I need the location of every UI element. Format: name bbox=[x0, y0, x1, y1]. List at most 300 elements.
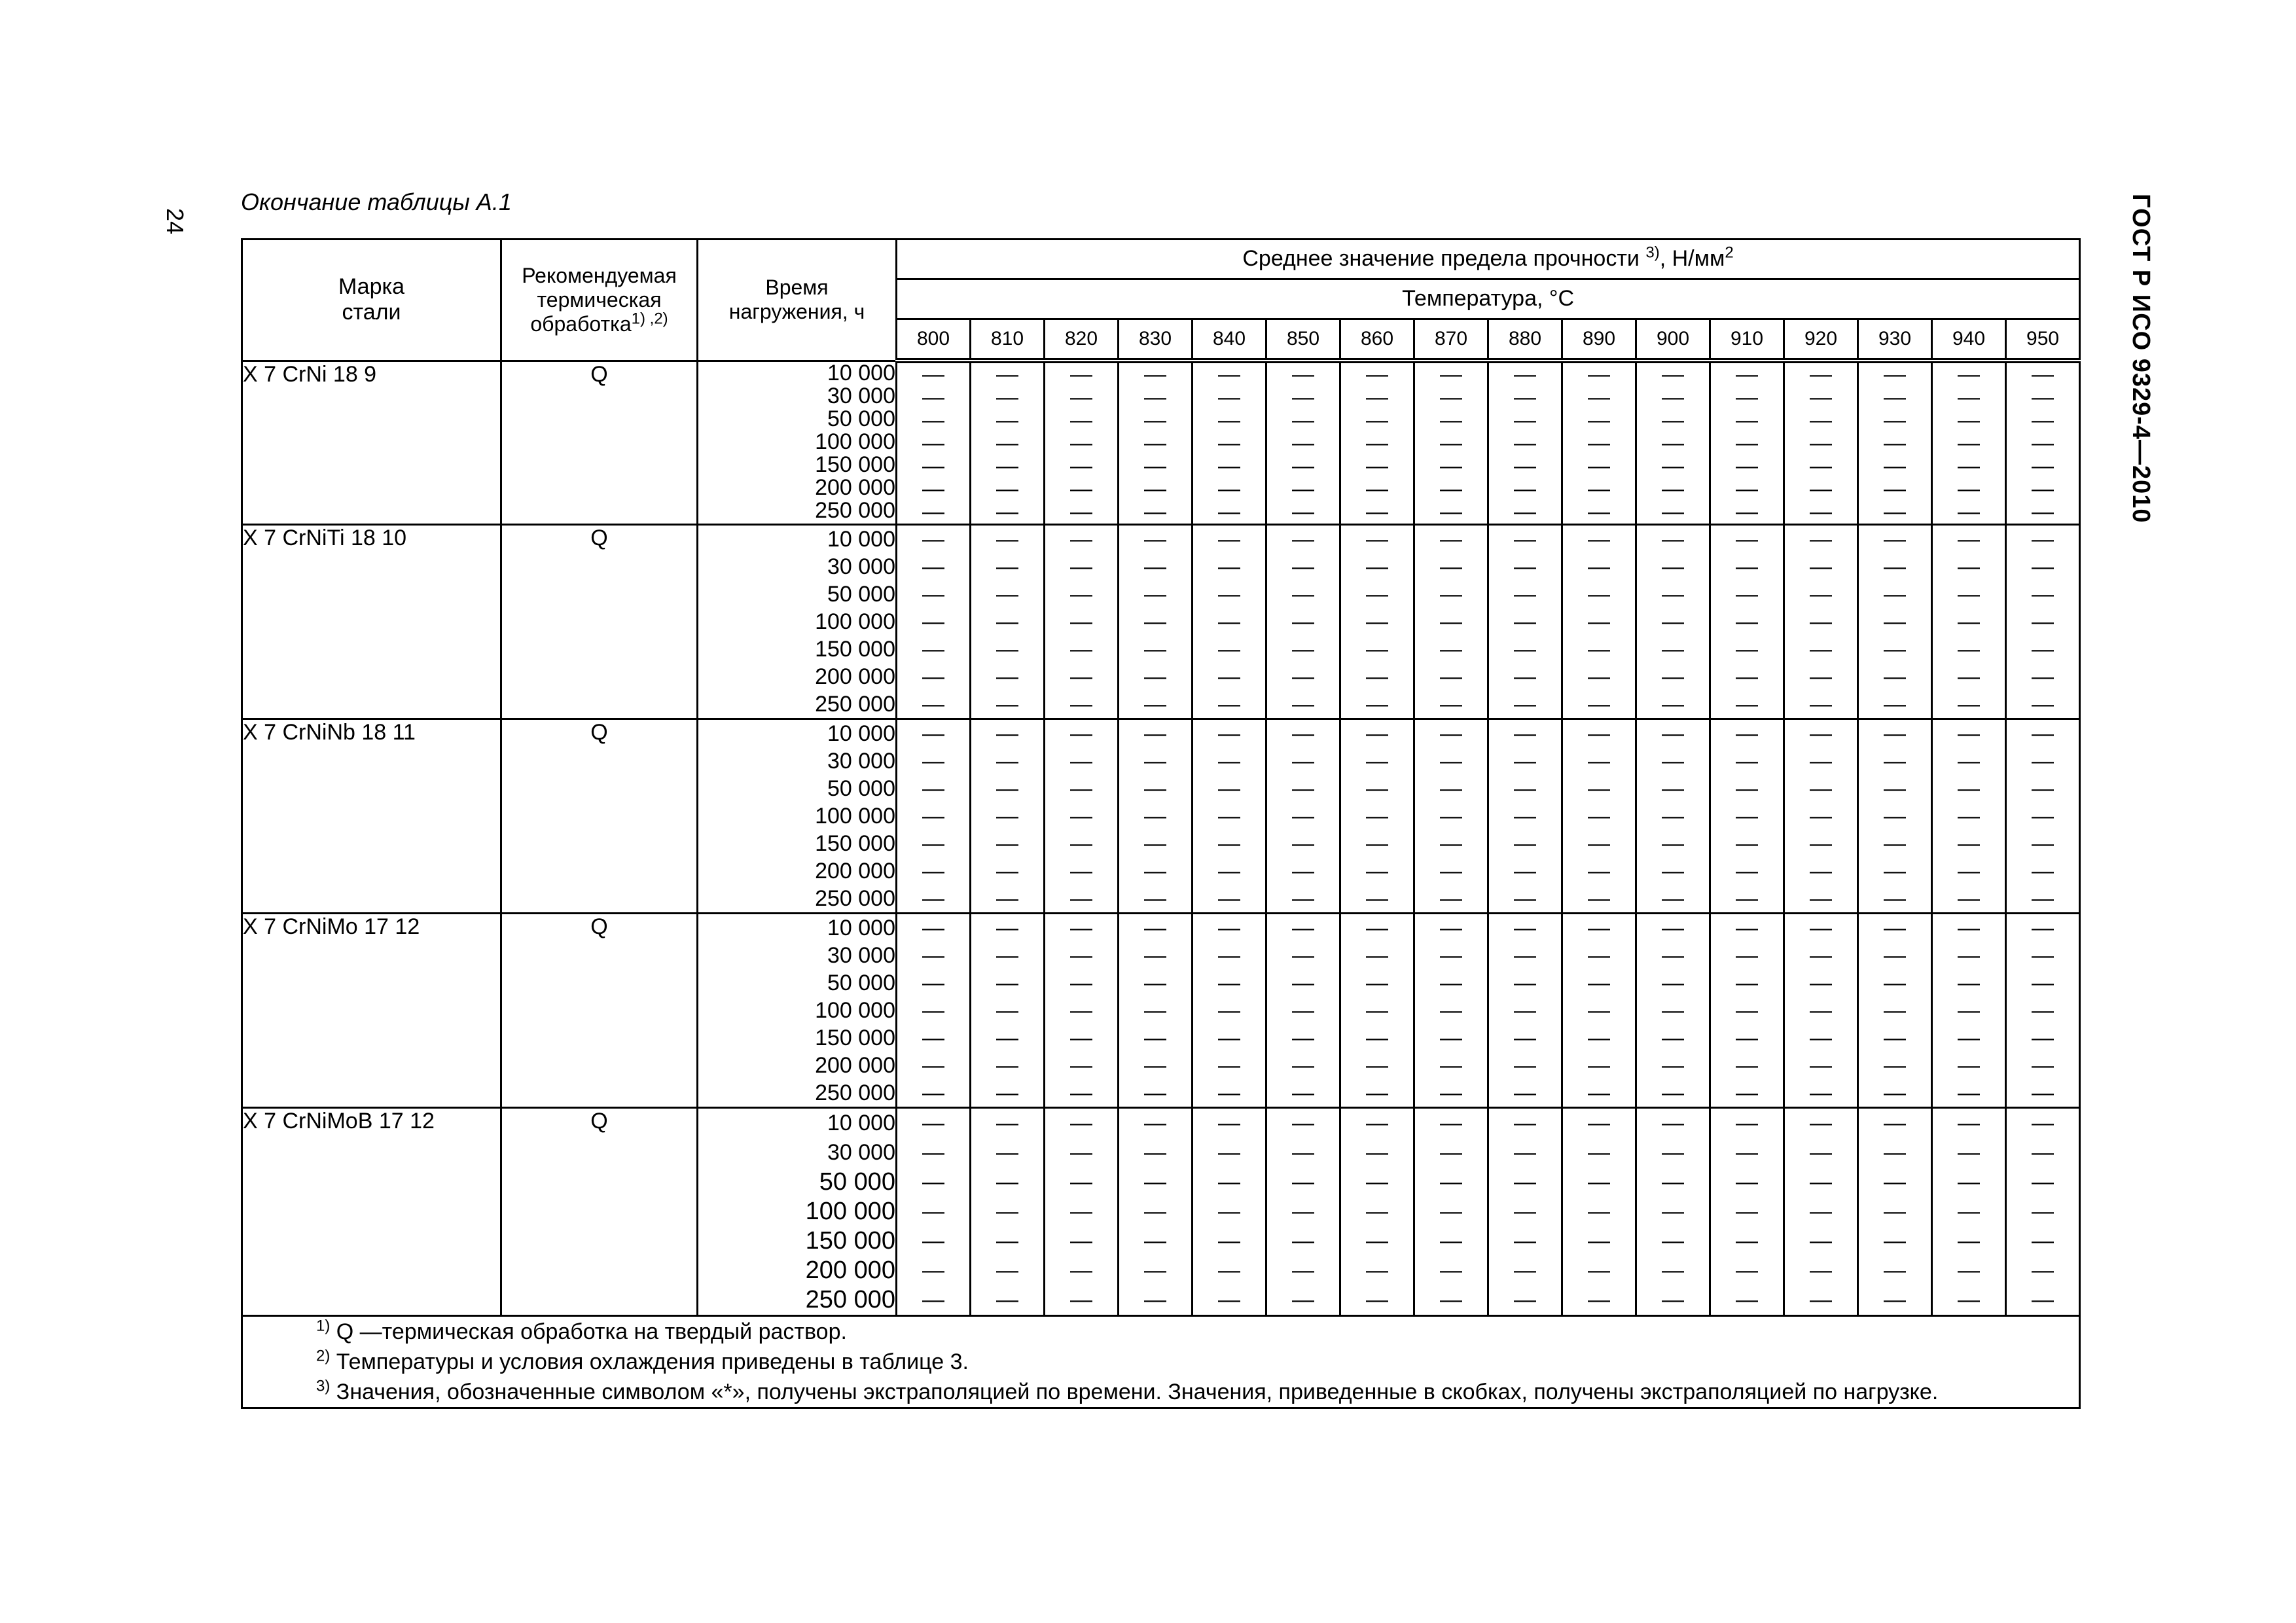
empty-value-dash: — bbox=[1736, 476, 1758, 501]
empty-value-dash: — bbox=[1884, 637, 1906, 662]
load-time-value: 100 000 bbox=[815, 429, 895, 454]
empty-value-dash: — bbox=[2032, 499, 2054, 524]
strength-values-920 bbox=[1784, 1108, 1858, 1316]
empty-value-dash: — bbox=[1958, 971, 1980, 995]
empty-value-dash: — bbox=[1440, 1111, 1462, 1135]
empty-value-dash: — bbox=[1218, 749, 1240, 774]
empty-value-dash: — bbox=[1218, 1199, 1240, 1224]
empty-value-dash: — bbox=[1366, 408, 1388, 433]
empty-value-dash: — bbox=[1144, 971, 1166, 995]
empty-value-dash: — bbox=[1292, 609, 1314, 634]
empty-value-dash: — bbox=[922, 1111, 944, 1135]
empty-value-dash: — bbox=[1958, 609, 1980, 634]
load-time-value: 200 000 bbox=[805, 1257, 895, 1284]
empty-value-dash: — bbox=[1958, 1199, 1980, 1224]
empty-value-dash: — bbox=[1292, 998, 1314, 1023]
empty-value-dash: — bbox=[922, 454, 944, 478]
strength-values-830 bbox=[1119, 1108, 1193, 1316]
empty-value-dash: — bbox=[922, 971, 944, 995]
empty-value-dash: — bbox=[1070, 943, 1092, 968]
empty-value-dash: — bbox=[1366, 971, 1388, 995]
empty-value-dash: — bbox=[922, 943, 944, 968]
strength-values-860 bbox=[1340, 914, 1414, 1108]
empty-value-dash: — bbox=[2032, 527, 2054, 552]
empty-value-dash: — bbox=[1070, 1140, 1092, 1165]
empty-value-dash: — bbox=[1218, 1053, 1240, 1078]
empty-value-dash: — bbox=[1514, 1258, 1536, 1283]
strength-values-870 bbox=[1414, 361, 1488, 525]
empty-value-dash: — bbox=[1662, 454, 1684, 478]
strength-values-920 bbox=[1784, 525, 1858, 719]
empty-value-dash: — bbox=[1588, 831, 1610, 856]
empty-value-dash: — bbox=[1662, 721, 1684, 746]
empty-value-dash: — bbox=[2032, 971, 2054, 995]
empty-value-dash: — bbox=[1070, 554, 1092, 579]
empty-value-dash: — bbox=[1958, 362, 1980, 387]
empty-value-dash: — bbox=[1144, 385, 1166, 410]
load-time-value: 150 000 bbox=[805, 1227, 895, 1255]
load-time-value: 10 000 bbox=[827, 360, 895, 385]
load-time-value: 150 000 bbox=[815, 1026, 895, 1050]
empty-value-dash: — bbox=[1366, 692, 1388, 717]
strength-values-860 bbox=[1340, 719, 1414, 914]
empty-value-dash: — bbox=[1958, 721, 1980, 746]
empty-value-dash: — bbox=[1292, 916, 1314, 940]
empty-value-dash: — bbox=[1070, 1111, 1092, 1135]
empty-value-dash: — bbox=[1292, 804, 1314, 829]
strength-values-820 bbox=[1045, 525, 1119, 719]
header-temp-900: 900 bbox=[1636, 319, 1710, 361]
empty-value-dash: — bbox=[1736, 499, 1758, 524]
empty-value-dash: — bbox=[1514, 476, 1536, 501]
empty-value-dash: — bbox=[1440, 804, 1462, 829]
empty-value-dash: — bbox=[1958, 554, 1980, 579]
empty-value-dash: — bbox=[1514, 408, 1536, 433]
empty-value-dash: — bbox=[1662, 1228, 1684, 1253]
empty-value-dash: — bbox=[1366, 804, 1388, 829]
load-time-value: 150 000 bbox=[815, 831, 895, 856]
empty-value-dash: — bbox=[1958, 499, 1980, 524]
empty-value-dash: — bbox=[1662, 776, 1684, 801]
empty-value-dash: — bbox=[1884, 408, 1906, 433]
strength-values-840 bbox=[1193, 1108, 1266, 1316]
header-temp-940: 940 bbox=[1932, 319, 2006, 361]
empty-value-dash: — bbox=[922, 385, 944, 410]
empty-value-dash: — bbox=[1144, 582, 1166, 607]
empty-value-dash: — bbox=[1440, 971, 1462, 995]
empty-value-dash: — bbox=[1662, 637, 1684, 662]
load-time-value: 200 000 bbox=[815, 1053, 895, 1078]
empty-value-dash: — bbox=[1884, 971, 1906, 995]
empty-value-dash: — bbox=[1070, 431, 1092, 455]
empty-value-dash: — bbox=[996, 721, 1018, 746]
empty-value-dash: — bbox=[1810, 1228, 1832, 1253]
empty-value-dash: — bbox=[1070, 776, 1092, 801]
empty-value-dash: — bbox=[1218, 637, 1240, 662]
header-temp-830: 830 bbox=[1119, 319, 1193, 361]
empty-value-dash: — bbox=[1070, 1053, 1092, 1078]
empty-value-dash: — bbox=[1884, 1080, 1906, 1105]
empty-value-dash: — bbox=[1588, 1287, 1610, 1312]
empty-value-dash: — bbox=[1884, 886, 1906, 911]
empty-value-dash: — bbox=[1144, 637, 1166, 662]
empty-value-dash: — bbox=[1514, 431, 1536, 455]
empty-value-dash: — bbox=[1514, 721, 1536, 746]
empty-value-dash: — bbox=[2032, 1080, 2054, 1105]
empty-value-dash: — bbox=[1514, 1199, 1536, 1224]
empty-value-dash: — bbox=[2032, 431, 2054, 455]
empty-value-dash: — bbox=[1292, 1026, 1314, 1050]
empty-value-dash: — bbox=[1810, 554, 1832, 579]
empty-value-dash: — bbox=[2032, 582, 2054, 607]
empty-value-dash: — bbox=[1514, 692, 1536, 717]
empty-value-dash: — bbox=[1884, 582, 1906, 607]
empty-value-dash: — bbox=[1810, 1258, 1832, 1283]
empty-value-dash: — bbox=[1292, 362, 1314, 387]
strength-values-820 bbox=[1045, 719, 1119, 914]
empty-value-dash: — bbox=[1810, 886, 1832, 911]
empty-value-dash: — bbox=[1958, 1228, 1980, 1253]
empty-value-dash: — bbox=[1588, 804, 1610, 829]
load-time-value: 50 000 bbox=[827, 582, 895, 607]
empty-value-dash: — bbox=[922, 1199, 944, 1224]
empty-value-dash: — bbox=[1736, 527, 1758, 552]
empty-value-dash: — bbox=[1366, 776, 1388, 801]
empty-value-dash: — bbox=[1884, 1111, 1906, 1135]
empty-value-dash: — bbox=[1588, 776, 1610, 801]
empty-value-dash: — bbox=[1440, 721, 1462, 746]
empty-value-dash: — bbox=[1514, 916, 1536, 940]
empty-value-dash: — bbox=[1292, 776, 1314, 801]
empty-value-dash: — bbox=[1662, 943, 1684, 968]
load-time-value: 30 000 bbox=[827, 1140, 895, 1165]
empty-value-dash: — bbox=[1588, 1199, 1610, 1224]
empty-value-dash: — bbox=[1662, 609, 1684, 634]
load-time-value: 50 000 bbox=[827, 406, 895, 431]
footnote-2: $^{2)}$ Температуры и условия охлаждения приведены в таблице 3. bbox=[316, 1347, 969, 1374]
strength-values-830 bbox=[1119, 914, 1193, 1108]
load-times bbox=[698, 525, 897, 719]
empty-value-dash: — bbox=[1070, 916, 1092, 940]
empty-value-dash: — bbox=[1292, 554, 1314, 579]
empty-value-dash: — bbox=[1292, 749, 1314, 774]
empty-value-dash: — bbox=[1662, 1053, 1684, 1078]
strength-values-910 bbox=[1710, 361, 1784, 525]
empty-value-dash: — bbox=[1736, 408, 1758, 433]
empty-value-dash: — bbox=[1588, 1258, 1610, 1283]
empty-value-dash: — bbox=[1144, 1287, 1166, 1312]
empty-value-dash: — bbox=[1884, 527, 1906, 552]
empty-value-dash: — bbox=[922, 916, 944, 940]
load-time-value: 200 000 bbox=[815, 664, 895, 689]
empty-value-dash: — bbox=[1144, 1080, 1166, 1105]
empty-value-dash: — bbox=[996, 362, 1018, 387]
empty-value-dash: — bbox=[1736, 1169, 1758, 1194]
empty-value-dash: — bbox=[1810, 385, 1832, 410]
empty-value-dash: — bbox=[996, 859, 1018, 883]
header-strength: Среднее значение предела прочности $^{3)}$, $Н/мм^2$ bbox=[897, 240, 2080, 279]
empty-value-dash: — bbox=[1736, 804, 1758, 829]
empty-value-dash: — bbox=[1662, 804, 1684, 829]
empty-value-dash: — bbox=[1292, 1140, 1314, 1165]
strength-values-890 bbox=[1562, 914, 1636, 1108]
empty-value-dash: — bbox=[1588, 664, 1610, 689]
empty-value-dash: — bbox=[1736, 1199, 1758, 1224]
empty-value-dash: — bbox=[1440, 1228, 1462, 1253]
empty-value-dash: — bbox=[1884, 943, 1906, 968]
empty-value-dash: — bbox=[1810, 1111, 1832, 1135]
table-row bbox=[242, 1108, 2080, 1316]
empty-value-dash: — bbox=[1144, 692, 1166, 717]
empty-value-dash: — bbox=[1144, 476, 1166, 501]
empty-value-dash: — bbox=[1070, 385, 1092, 410]
strength-values-870 bbox=[1414, 525, 1488, 719]
empty-value-dash: — bbox=[1366, 454, 1388, 478]
empty-value-dash: — bbox=[1958, 692, 1980, 717]
empty-value-dash: — bbox=[1218, 664, 1240, 689]
empty-value-dash: — bbox=[1070, 582, 1092, 607]
empty-value-dash: — bbox=[2032, 749, 2054, 774]
empty-value-dash: — bbox=[1884, 1228, 1906, 1253]
empty-value-dash: — bbox=[2032, 998, 2054, 1023]
empty-value-dash: — bbox=[922, 1026, 944, 1050]
empty-value-dash: — bbox=[1440, 1026, 1462, 1050]
empty-value-dash: — bbox=[1070, 637, 1092, 662]
empty-value-dash: — bbox=[1218, 554, 1240, 579]
empty-value-dash: — bbox=[1810, 692, 1832, 717]
empty-value-dash: — bbox=[1588, 385, 1610, 410]
header-temp-850: 850 bbox=[1266, 319, 1340, 361]
empty-value-dash: — bbox=[1366, 1258, 1388, 1283]
load-time-value: 100 000 bbox=[815, 609, 895, 634]
empty-value-dash: — bbox=[996, 971, 1018, 995]
strength-values-840 bbox=[1193, 525, 1266, 719]
empty-value-dash: — bbox=[1514, 582, 1536, 607]
empty-value-dash: — bbox=[1958, 527, 1980, 552]
empty-value-dash: — bbox=[1958, 943, 1980, 968]
empty-value-dash: — bbox=[1958, 831, 1980, 856]
empty-value-dash: — bbox=[996, 1026, 1018, 1050]
empty-value-dash: — bbox=[1958, 454, 1980, 478]
empty-value-dash: — bbox=[996, 1287, 1018, 1312]
strength-values-820 bbox=[1045, 914, 1119, 1108]
heat-treatment: Q bbox=[501, 525, 698, 719]
empty-value-dash: — bbox=[1070, 998, 1092, 1023]
empty-value-dash: — bbox=[1662, 692, 1684, 717]
empty-value-dash: — bbox=[1884, 749, 1906, 774]
empty-value-dash: — bbox=[1366, 431, 1388, 455]
footnotes bbox=[242, 1316, 2080, 1408]
empty-value-dash: — bbox=[1958, 749, 1980, 774]
load-time-value: 50 000 bbox=[819, 1168, 895, 1196]
empty-value-dash: — bbox=[1292, 582, 1314, 607]
empty-value-dash: — bbox=[1810, 362, 1832, 387]
strength-values-890 bbox=[1562, 719, 1636, 914]
empty-value-dash: — bbox=[1588, 582, 1610, 607]
empty-value-dash: — bbox=[1440, 1258, 1462, 1283]
empty-value-dash: — bbox=[1958, 998, 1980, 1023]
empty-value-dash: — bbox=[1144, 609, 1166, 634]
empty-value-dash: — bbox=[1366, 1053, 1388, 1078]
empty-value-dash: — bbox=[1736, 664, 1758, 689]
empty-value-dash: — bbox=[1218, 385, 1240, 410]
empty-value-dash: — bbox=[1144, 721, 1166, 746]
strength-values-910 bbox=[1710, 914, 1784, 1108]
empty-value-dash: — bbox=[1662, 582, 1684, 607]
empty-value-dash: — bbox=[1218, 582, 1240, 607]
load-times bbox=[698, 361, 897, 525]
empty-value-dash: — bbox=[1514, 527, 1536, 552]
empty-value-dash: — bbox=[1218, 692, 1240, 717]
empty-value-dash: — bbox=[922, 1169, 944, 1194]
empty-value-dash: — bbox=[2032, 637, 2054, 662]
empty-value-dash: — bbox=[1810, 499, 1832, 524]
empty-value-dash: — bbox=[2032, 804, 2054, 829]
strength-values-880 bbox=[1488, 1108, 1562, 1316]
empty-value-dash: — bbox=[1440, 1287, 1462, 1312]
empty-value-dash: — bbox=[1514, 859, 1536, 883]
empty-value-dash: — bbox=[1662, 1287, 1684, 1312]
table-row bbox=[242, 525, 2080, 719]
load-time-value: 200 000 bbox=[815, 474, 895, 500]
empty-value-dash: — bbox=[1144, 1169, 1166, 1194]
empty-value-dash: — bbox=[2032, 1026, 2054, 1050]
empty-value-dash: — bbox=[1588, 916, 1610, 940]
empty-value-dash: — bbox=[996, 804, 1018, 829]
empty-value-dash: — bbox=[1810, 609, 1832, 634]
empty-value-dash: — bbox=[1810, 476, 1832, 501]
empty-value-dash: — bbox=[1144, 1228, 1166, 1253]
empty-value-dash: — bbox=[2032, 664, 2054, 689]
empty-value-dash: — bbox=[1736, 831, 1758, 856]
empty-value-dash: — bbox=[1440, 998, 1462, 1023]
empty-value-dash: — bbox=[1144, 776, 1166, 801]
strength-values-930 bbox=[1858, 914, 1932, 1108]
empty-value-dash: — bbox=[1440, 692, 1462, 717]
empty-value-dash: — bbox=[1810, 527, 1832, 552]
empty-value-dash: — bbox=[1588, 527, 1610, 552]
header-temp-880: 880 bbox=[1488, 319, 1562, 361]
empty-value-dash: — bbox=[1662, 499, 1684, 524]
strength-values-910 bbox=[1710, 1108, 1784, 1316]
empty-value-dash: — bbox=[1070, 408, 1092, 433]
empty-value-dash: — bbox=[996, 1111, 1018, 1135]
empty-value-dash: — bbox=[922, 886, 944, 911]
empty-value-dash: — bbox=[1440, 916, 1462, 940]
strength-values-900 bbox=[1636, 361, 1710, 525]
empty-value-dash: — bbox=[1514, 385, 1536, 410]
empty-value-dash: — bbox=[1070, 1169, 1092, 1194]
load-time-value: 250 000 bbox=[815, 1080, 895, 1105]
empty-value-dash: — bbox=[1144, 1026, 1166, 1050]
empty-value-dash: — bbox=[1958, 804, 1980, 829]
empty-value-dash: — bbox=[1662, 1080, 1684, 1105]
strength-values-930 bbox=[1858, 361, 1932, 525]
empty-value-dash: — bbox=[922, 804, 944, 829]
load-time-value: 10 000 bbox=[827, 527, 895, 552]
empty-value-dash: — bbox=[1514, 1287, 1536, 1312]
empty-value-dash: — bbox=[1366, 1287, 1388, 1312]
strength-values-840 bbox=[1193, 719, 1266, 914]
load-time-value: 10 000 bbox=[827, 916, 895, 940]
empty-value-dash: — bbox=[1662, 886, 1684, 911]
heat-treatment: Q bbox=[501, 361, 698, 525]
empty-value-dash: — bbox=[1070, 1258, 1092, 1283]
empty-value-dash: — bbox=[2032, 385, 2054, 410]
header-temp-920: 920 bbox=[1784, 319, 1858, 361]
empty-value-dash: — bbox=[1366, 886, 1388, 911]
empty-value-dash: — bbox=[1440, 776, 1462, 801]
empty-value-dash: — bbox=[1884, 499, 1906, 524]
empty-value-dash: — bbox=[1958, 1258, 1980, 1283]
empty-value-dash: — bbox=[2032, 943, 2054, 968]
empty-value-dash: — bbox=[2032, 692, 2054, 717]
empty-value-dash: — bbox=[1810, 749, 1832, 774]
empty-value-dash: — bbox=[1070, 859, 1092, 883]
empty-value-dash: — bbox=[1810, 637, 1832, 662]
empty-value-dash: — bbox=[1810, 1287, 1832, 1312]
empty-value-dash: — bbox=[1292, 476, 1314, 501]
steel-grade: X 7 CrNi 18 9 bbox=[242, 361, 501, 525]
empty-value-dash: — bbox=[1514, 831, 1536, 856]
empty-value-dash: — bbox=[2032, 859, 2054, 883]
empty-value-dash: — bbox=[996, 692, 1018, 717]
empty-value-dash: — bbox=[1366, 362, 1388, 387]
strength-values-850 bbox=[1266, 719, 1340, 914]
empty-value-dash: — bbox=[1366, 831, 1388, 856]
strength-values-950 bbox=[2006, 525, 2080, 719]
empty-value-dash: — bbox=[1218, 476, 1240, 501]
empty-value-dash: — bbox=[922, 831, 944, 856]
load-time-value: 30 000 bbox=[827, 383, 895, 408]
strength-values-910 bbox=[1710, 525, 1784, 719]
empty-value-dash: — bbox=[1218, 831, 1240, 856]
strength-values-880 bbox=[1488, 719, 1562, 914]
empty-value-dash: — bbox=[1662, 1026, 1684, 1050]
empty-value-dash: — bbox=[996, 664, 1018, 689]
empty-value-dash: — bbox=[1514, 804, 1536, 829]
empty-value-dash: — bbox=[1884, 1258, 1906, 1283]
load-time-value: 100 000 bbox=[815, 804, 895, 829]
empty-value-dash: — bbox=[1958, 886, 1980, 911]
empty-value-dash: — bbox=[1144, 886, 1166, 911]
empty-value-dash: — bbox=[1662, 1140, 1684, 1165]
empty-value-dash: — bbox=[1440, 408, 1462, 433]
empty-value-dash: — bbox=[1070, 692, 1092, 717]
empty-value-dash: — bbox=[1514, 886, 1536, 911]
empty-value-dash: — bbox=[1218, 609, 1240, 634]
empty-value-dash: — bbox=[1144, 1053, 1166, 1078]
empty-value-dash: — bbox=[1366, 385, 1388, 410]
empty-value-dash: — bbox=[1144, 998, 1166, 1023]
empty-value-dash: — bbox=[1736, 431, 1758, 455]
empty-value-dash: — bbox=[1662, 554, 1684, 579]
empty-value-dash: — bbox=[1292, 1287, 1314, 1312]
empty-value-dash: — bbox=[1884, 721, 1906, 746]
empty-value-dash: — bbox=[1958, 1169, 1980, 1194]
empty-value-dash: — bbox=[1366, 1080, 1388, 1105]
header-temp-800: 800 bbox=[897, 319, 971, 361]
empty-value-dash: — bbox=[1736, 554, 1758, 579]
footnote-1: $^{1)}$ Q —термическая обработка на твердый раствор. bbox=[316, 1317, 847, 1344]
empty-value-dash: — bbox=[922, 1287, 944, 1312]
empty-value-dash: — bbox=[996, 554, 1018, 579]
empty-value-dash: — bbox=[1440, 664, 1462, 689]
empty-value-dash: — bbox=[1144, 499, 1166, 524]
empty-value-dash: — bbox=[1588, 554, 1610, 579]
empty-value-dash: — bbox=[1144, 749, 1166, 774]
strength-values-940 bbox=[1932, 361, 2006, 525]
